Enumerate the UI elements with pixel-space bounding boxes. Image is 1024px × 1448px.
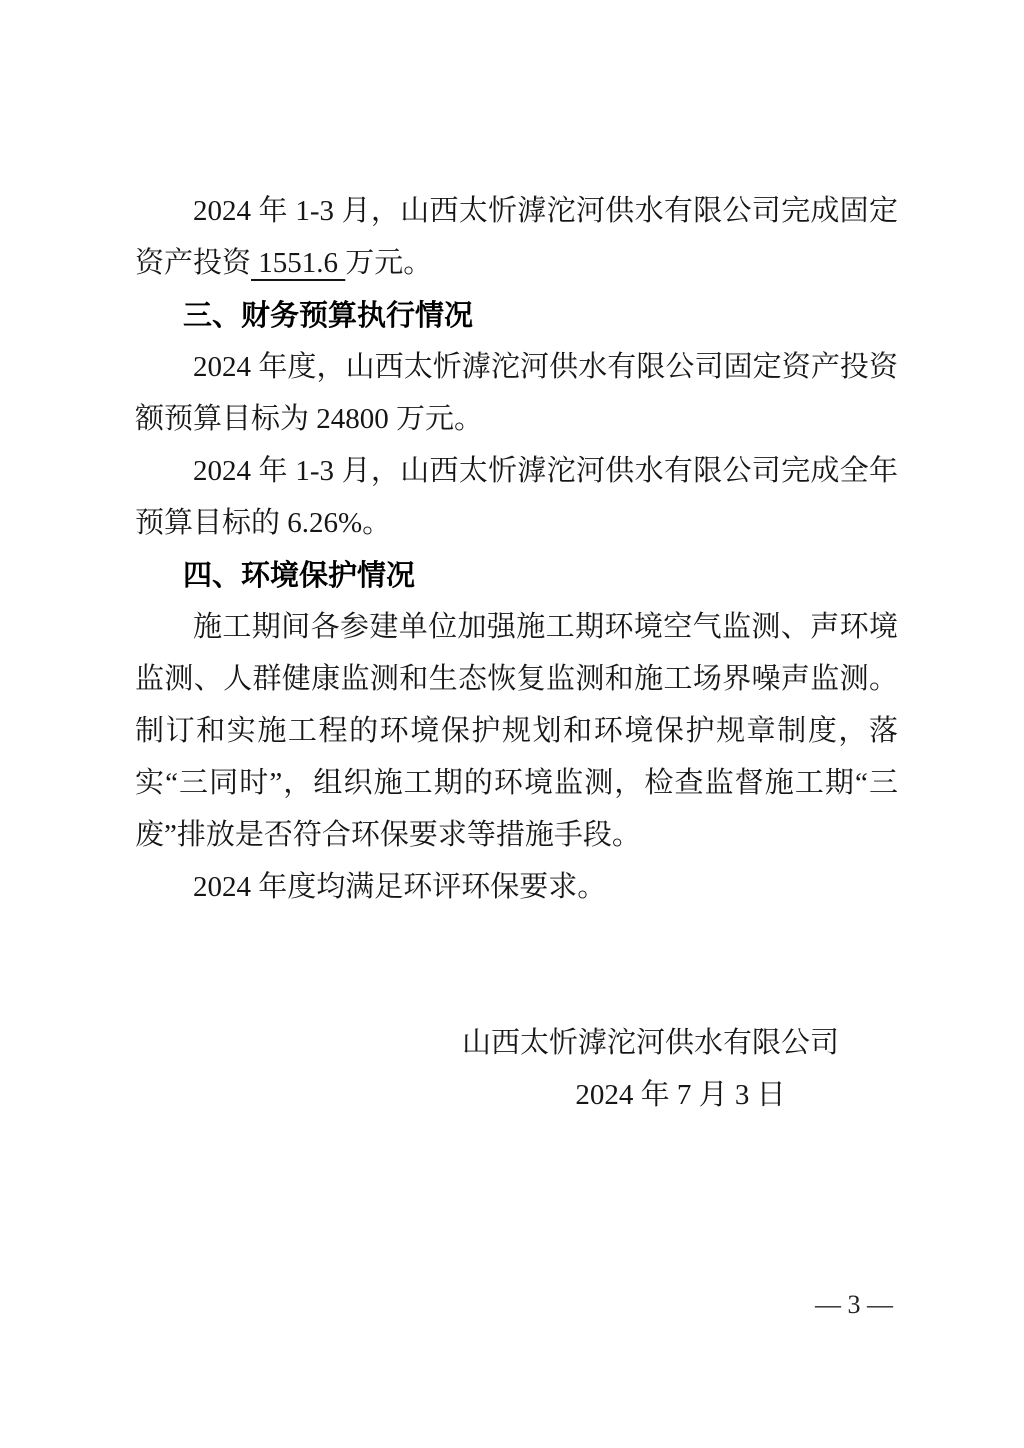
underlined-investment-value: 1551.6 <box>251 247 346 279</box>
paragraph-investment-completed <box>135 185 898 289</box>
signature-company-name: 山西太忻滹沱河供水有限公司 <box>461 1027 839 1059</box>
paragraph-investment-pre-text: 2024 年 1-3 月，山西太忻滹沱河供水有限公司完成固定资产投资 <box>135 195 898 279</box>
paragraph-environment-compliance: 2024 年度均满足环评环保要求。 <box>193 871 607 903</box>
paragraph-budget-target: 2024 年度，山西太忻滹沱河供水有限公司固定资产投资额预算目标为 24800 万元。 <box>135 351 898 435</box>
section-heading-environmental-protection: 四、环境保护情况 <box>183 558 416 592</box>
paragraph-environment-measures: 施工期间各参建单位加强施工期环境空气监测、声环境监测、人群健康监测和生态恢复监测和施工场界噪声监测。制订和实施工程的环境保护规划和环境保护规章制度，落实“三同时”，组织施工期的环境监测，检查监督施工期“三废”排放是否符合环保要求等措施手段。 <box>135 611 898 851</box>
document-body <box>135 185 898 1121</box>
signature-date: 2024 年 7 月 3 日 <box>575 1079 786 1111</box>
paragraph-investment-post-text: 万元。 <box>345 247 433 279</box>
signature-block <box>135 1017 898 1121</box>
section-heading-financial-budget: 三、财务预算执行情况 <box>183 298 474 332</box>
page-number: — 3 — <box>815 1290 893 1319</box>
paragraph-budget-progress: 2024 年 1-3 月，山西太忻滹沱河供水有限公司完成全年预算目标的 6.26%。 <box>135 455 898 539</box>
